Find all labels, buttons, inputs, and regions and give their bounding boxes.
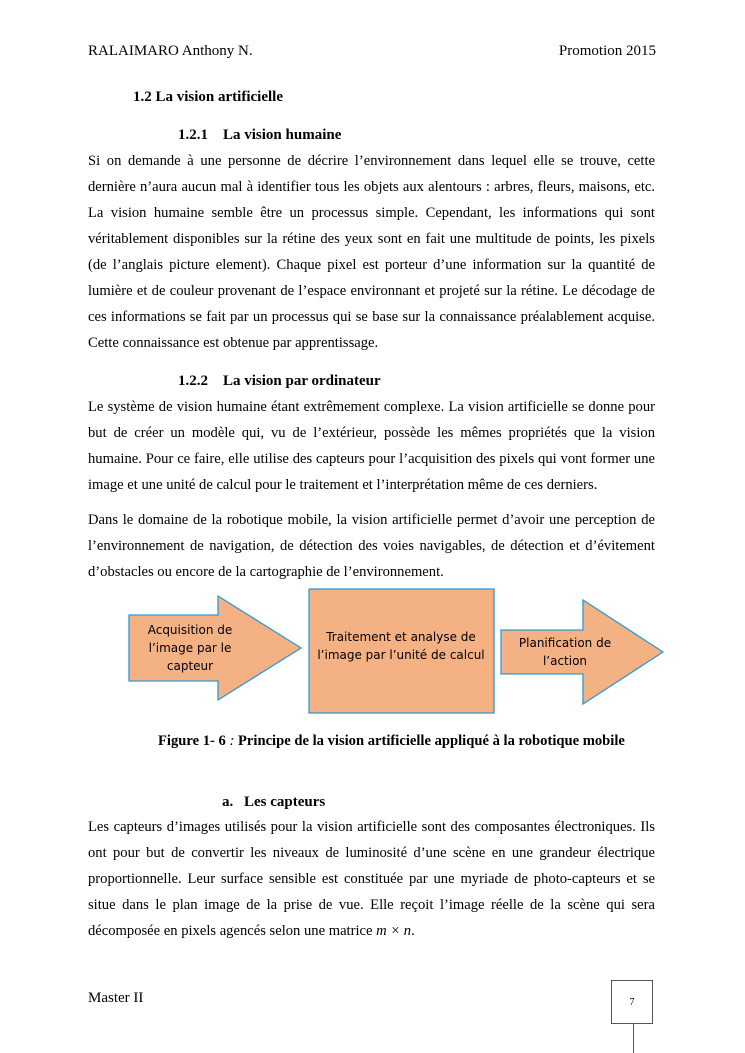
figure-caption: [158, 733, 625, 750]
step-1-line-1: Acquisition de: [147, 623, 233, 637]
paragraph-capteurs-text: Les capteurs d’images utilisés pour la vision artificielle sont des composantes électroniques. Ils ont pour but de convertir les niveaux de luminosité d’une scène en une grandeur électrique proportionnelle. Leur surface sensible est constituée par une myriade de photo-capteurs et se situe dans le plan image de la prise de vue. Elle reçoit l’image réelle de la scène qui sera décomposée en pixels agencés selon une matrice: [88, 819, 655, 939]
step-1-line-2: l’image par le: [148, 641, 232, 655]
subsection-number: 1.2.1: [178, 127, 208, 143]
paragraph-vision-humaine: Si on demande à une personne de décrire l’environnement dans lequel elle se trouve, cette dernière n’aura aucun mal à identifier tous les objets aux alentours : arbres, fleurs, maisons, etc. La vision humaine semble être un processus simple. Cependant, les informations qui sont véritablement disponibles sur la rétine des yeux sont en fait une multitude de points, les pixels (de l’anglais picture element). Chaque pixel est porteur d’une information sur la quantité de lumière et de couleur provenant de l’espace environnant et projeté sur la rétine. Le décodage de ces informations se fait par un processus qui se base sur la connaissance préalablement acquise. Cette connaissance est obtenue par apprentissage.: [88, 153, 655, 351]
footer-label: Master II: [88, 990, 144, 1006]
page-number: 7: [629, 996, 635, 1008]
subsection-heading-a: [222, 794, 325, 811]
paragraph-vision-ordinateur-2: Dans le domaine de la robotique mobile, la vision artificielle permet d’avoir une perception de l’environnement de navigation, de détection des voies navigables, de détection et d’évitement d’obstacles ou encore de la cartographie de l’environnement.: [88, 512, 655, 580]
page-number-box: [611, 980, 653, 1024]
figure-label: Figure 1- 6: [158, 733, 226, 749]
paragraph-end: .: [411, 923, 415, 939]
section-title: 1.2 La vision artificielle: [133, 89, 283, 105]
subsection-title: Les capteurs: [244, 794, 326, 810]
matrix-size: m × n: [376, 923, 412, 939]
step-2-line-1: Traitement et analyse de: [326, 630, 476, 644]
figure-separator: :: [229, 733, 235, 749]
step-2-line-2: l’image par l’unité de calcul: [317, 648, 485, 662]
page-number-rule: [633, 1024, 634, 1053]
list-marker: a.: [222, 794, 234, 810]
subsection-number: 1.2.2: [178, 373, 208, 389]
header-author: RALAIMARO Anthony N.: [88, 43, 253, 59]
step-3-line-2: l’action: [542, 654, 588, 668]
step-3-line-1: Planification de: [518, 636, 612, 650]
subsection-title: La vision par ordinateur: [223, 373, 381, 389]
paragraph-capteurs: [88, 814, 655, 944]
header-promotion: Promotion 2015: [558, 43, 656, 59]
subsection-title: La vision humaine: [223, 127, 342, 143]
paragraph-vision-ordinateur-1: Le système de vision humaine étant extrêmement complexe. La vision artificielle se donne pour but de créer un modèle qui, vu de l’extérieur, possède les mêmes propriétés que la vision humaine. Pour ce faire, elle utilise des capteurs pour l’acquisition des pixels qui vont former une image et une unité de calcul pour le traitement et l’interprétation même de ces derniers.: [88, 399, 655, 493]
step-1-line-3: capteur: [166, 659, 214, 673]
arrow-planification: [501, 600, 663, 704]
figure-caption-text: Principe de la vision artificielle appliqué à la robotique mobile: [238, 733, 625, 749]
